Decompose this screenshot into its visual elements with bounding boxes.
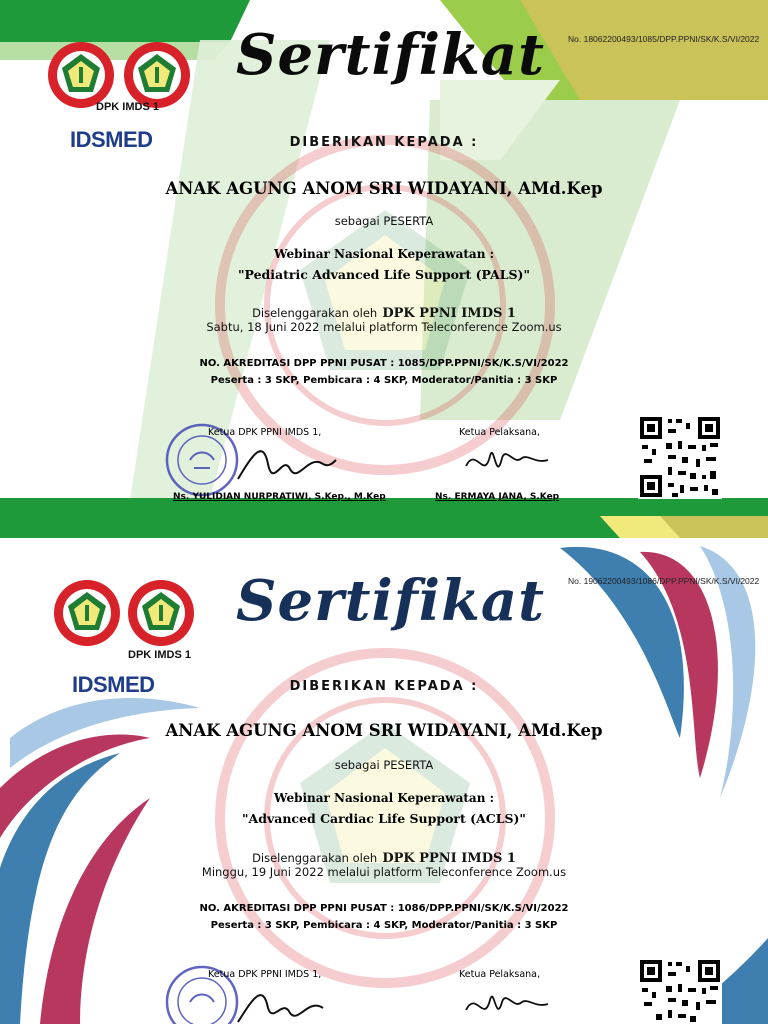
certificate-number: No. 18062200493/1085/DPP.PPNI/SK/K.S/VI/2022 <box>568 34 760 44</box>
accreditation-number: NO. AKREDITASI DPP PPNI PUSAT : 1085/DPP.PPNI/SK/K.S/VI/2022 <box>199 358 569 369</box>
organizer-line <box>0 302 768 321</box>
given-to-label: DIBERIKAN KEPADA : <box>289 135 479 150</box>
qr-code <box>638 415 722 503</box>
idsmed-logo: IDSMED <box>70 127 153 152</box>
certificate-number: No. 19062200493/1086/DPP.PPNI/SK/K.S/VI/2022 <box>568 576 760 586</box>
signer2-title: Ketua Pelaksana, <box>459 969 541 980</box>
event-type: Webinar Nasional Keperawatan : <box>273 791 495 805</box>
signer1-title: Ketua DPK PPNI IMDS 1, <box>208 427 322 438</box>
organizer-line <box>0 847 768 866</box>
given-to-label: DIBERIKAN KEPADA : <box>289 679 479 694</box>
recipient-name: ANAK AGUNG ANOM SRI WIDAYANI, AMd.Kep <box>165 179 603 198</box>
event-date: Sabtu, 18 Juni 2022 melalui platform Teleconference Zoom.us <box>206 320 562 334</box>
event-date: Minggu, 19 Juni 2022 melalui platform Teleconference Zoom.us <box>201 865 567 879</box>
accreditation-number: NO. AKREDITASI DPP PPNI PUSAT : 1086/DPP.PPNI/SK/K.S/VI/2022 <box>199 903 569 914</box>
ppni-logo-left <box>52 578 122 652</box>
signer1-name: Ns. YULIDIAN NURPRATIWI, S.Kep., M.Kep <box>173 492 386 502</box>
role-label: sebagai PESERTA <box>334 214 434 228</box>
qr-code <box>638 958 722 1024</box>
signer1-signature <box>228 978 338 1024</box>
certificate-title: Sertifikat <box>236 22 546 88</box>
skp-credits: Peserta : 3 SKP, Pembicara : 4 SKP, Moderator/Panitia : 3 SKP <box>210 375 558 386</box>
recipient-name: ANAK AGUNG ANOM SRI WIDAYANI, AMd.Kep <box>165 721 603 740</box>
organizer-name: DPK PPNI IMDS 1 <box>382 306 516 321</box>
signer2-signature <box>456 436 556 492</box>
organizer-name: DPK PPNI IMDS 1 <box>382 851 516 866</box>
signer2-signature <box>456 980 556 1024</box>
idsmed-logo: IDSMED <box>72 672 155 697</box>
certificate-title: Sertifikat <box>236 568 546 634</box>
role-label: sebagai PESERTA <box>334 758 434 772</box>
signer1-signature <box>228 434 338 498</box>
certificate-acls <box>0 538 768 1024</box>
organized-prefix: Diselenggarakan oleh <box>252 306 378 320</box>
skp-credits: Peserta : 3 SKP, Pembicara : 4 SKP, Moderator/Panitia : 3 SKP <box>210 920 558 931</box>
signer1-title: Ketua DPK PPNI IMDS 1, <box>208 969 322 980</box>
branch-label: DPK IMDS 1 <box>128 649 191 661</box>
course-title: "Pediatric Advanced Life Support (PALS)" <box>238 267 530 282</box>
organized-prefix: Diselenggarakan oleh <box>252 851 378 865</box>
ppni-logo-right <box>126 578 196 652</box>
course-title: "Advanced Cardiac Life Support (ACLS)" <box>242 811 526 826</box>
signer2-name: Ns. ERMAYA JANA, S.Kep <box>435 492 560 502</box>
signer2-title: Ketua Pelaksana, <box>459 427 541 438</box>
event-type: Webinar Nasional Keperawatan : <box>273 247 495 261</box>
branch-label: DPK IMDS 1 <box>96 101 159 113</box>
